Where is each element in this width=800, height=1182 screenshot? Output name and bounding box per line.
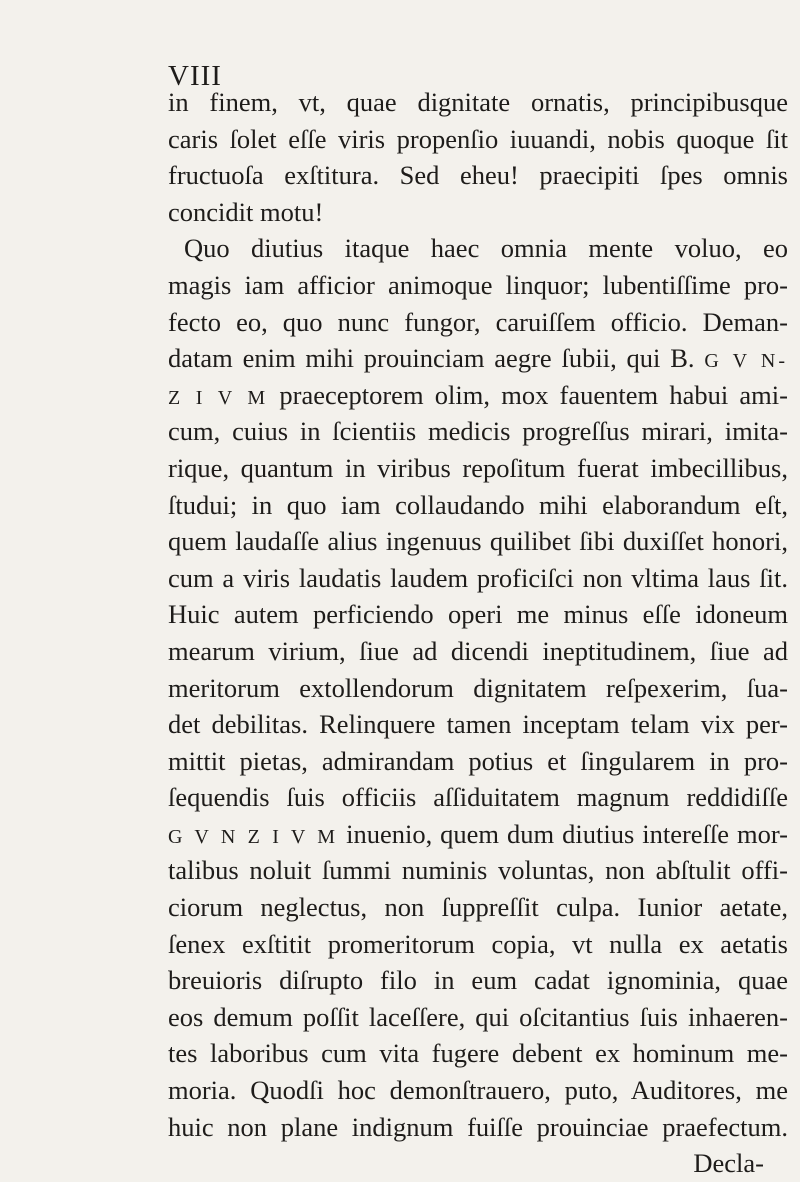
line-text: inuenio, quem dum diutius intereſſe mor- [346,818,788,849]
text-line: mearum virium, ſiue ad dicendi ineptitudinem, ſiue ad [168,635,788,666]
text-line: mittit pietas, admirandam potius et ſingularem in pro- [168,745,788,776]
catchword: Decla- [693,1148,764,1179]
text-line: huic non plane indignum fuiſſe prouinciae praefectum. [168,1111,788,1142]
text-line: tes laboribus cum vita fugere debent ex hominum me- [168,1038,788,1069]
text-line: rique, quantum in viribus repoſitum fuerat imbecillibus, [168,452,788,483]
text-line: ſtudui; in quo iam collaudando mihi elaborandum eſt, [168,489,788,520]
line-text: praeceptorem olim, mox fauentem habui ami- [279,379,788,410]
text-line: fecto eo, quo nunc fungor, caruiſſem officio. Deman- [168,306,788,337]
text-line: fructuoſa exſtitura. Sed eheu! praecipiti ſpes omnis [168,160,788,191]
paragraph-start-line: Quo diutius itaque haec omnia mente voluo, eo [184,233,788,264]
text-line: ciorum neglectus, non ſuppreſſit culpa. Iunior aetate, [168,892,788,923]
text-line: breuioris diſrupto filo in eum cadat ignominia, quae [168,965,788,996]
text-line: cum a viris laudatis laudem proficiſci non vltima laus ſit. [168,562,788,593]
name-gunzium-part-a: G V N- [704,350,788,373]
text-line-with-name [168,340,788,377]
text-line: ſequendis ſuis officiis aſſiduitatem magnum reddidiſſe [168,782,788,813]
text-line: quem laudaſſe alius ingenuus quilibet ſibi duxiſſet honori, [168,526,788,557]
text-line: caris ſolet eſſe viris propenſio iuuandi, nobis quoque ſit [168,123,788,154]
text-line: talibus noluit ſummi numinis voluntas, non abſtulit offi- [168,855,788,886]
line-text: datam enim mihi prouinciam aegre ſubii, qui B. [168,343,695,374]
text-line: ſenex exſtitit promeritorum copia, vt nulla ex aetatis [168,928,788,959]
text-line-with-name [168,377,788,414]
text-line-with-name [168,816,788,853]
text-line: det debilitas. Relinquere tamen inceptam telam vix per- [168,709,788,740]
text-line: cum, cuius in ſcientiis medicis progreſſus mirari, imita- [168,416,788,447]
text-line: in finem, vt, quae dignitate ornatis, principibusque [168,87,788,117]
text-line: Huic autem perficiendo operi me minus eſſe idoneum [168,599,788,630]
text-line: concidit motu! [168,196,324,227]
text-line: magis iam afficior animoque linquor; lubentiſſime pro- [168,269,788,300]
text-line: eos demum poſſit laceſſere, qui oſcitantius ſuis inhaeren- [168,1001,788,1032]
body-text [168,84,788,1182]
text-line: meritorum extollendorum dignitatem reſpexerim, ſua- [168,672,788,703]
text-line: moria. Quodſi hoc demonſtrauero, puto, Auditores, me [168,1075,788,1106]
name-gunzium: G V N Z I V M [168,825,339,848]
name-gunzium-part-b: Z I V M [168,386,269,409]
page-number: VIII [168,60,222,92]
